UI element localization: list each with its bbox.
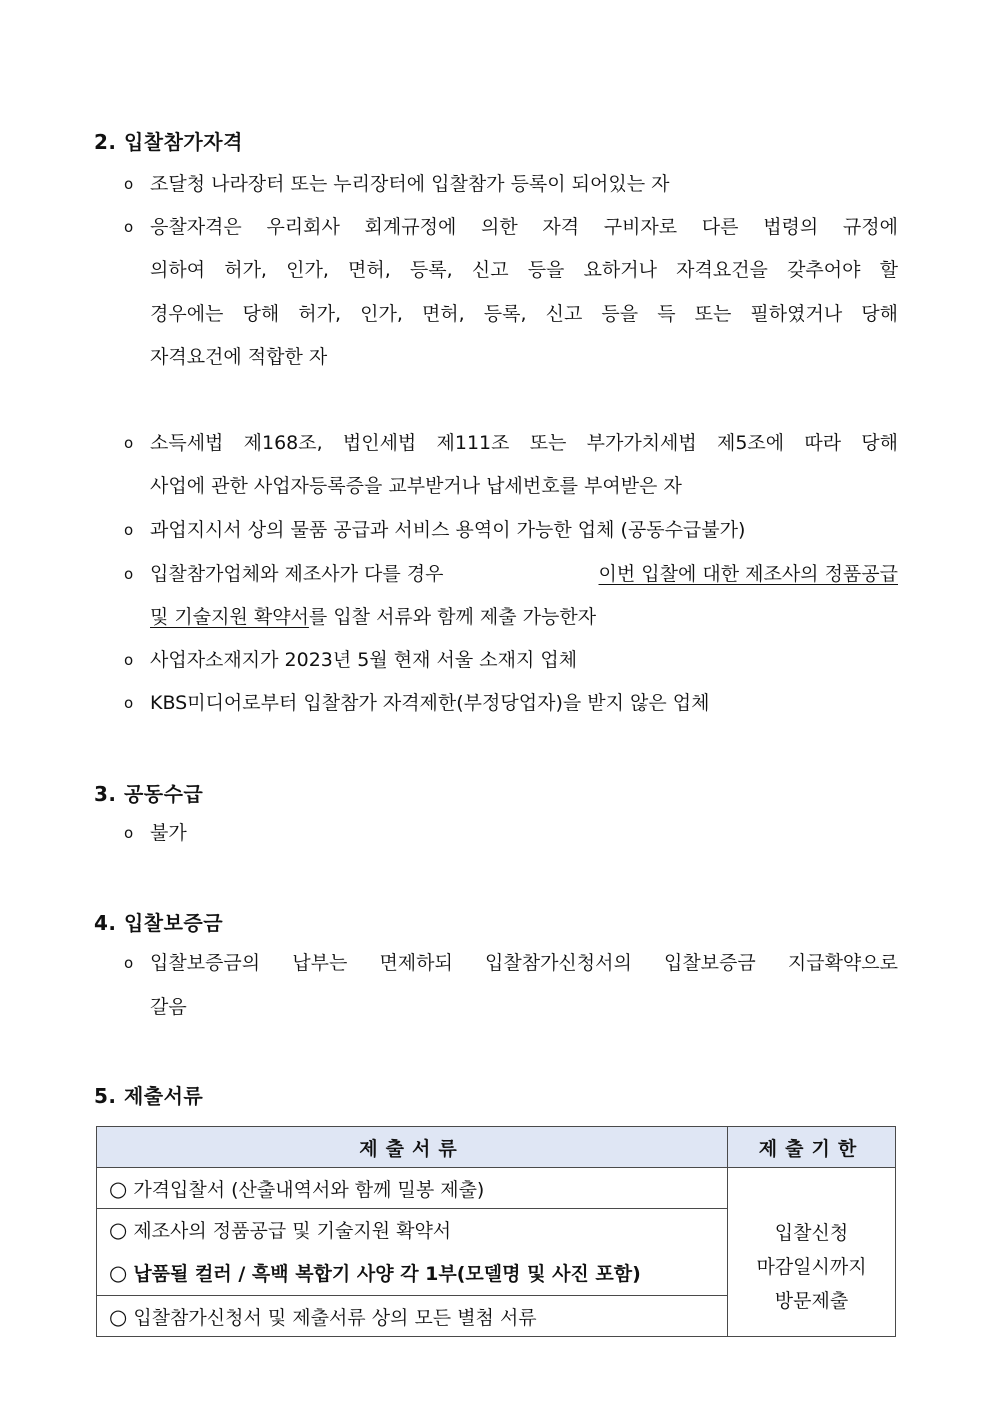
s2-bullet-2-line-3: 경우에는 당해 허가, 인가, 면허, 등록, 신고 등을 득 또는 필하였거나 당해 [150, 303, 898, 325]
document-label: 제조사의 정품공급 및 기술지원 확약서 [133, 1220, 452, 1242]
document-item [97, 1296, 728, 1337]
s2-bullet-7: KBS미디어로부터 입찰참가 자격제한(부정당업자)을 받지 않은 업체 [150, 692, 710, 714]
bullet-icon: o [124, 694, 134, 712]
s2-bullet-5-underlined: 및 기술지원 확약서 [150, 606, 309, 628]
bullet-icon: o [124, 824, 134, 842]
deadline-cell [728, 1168, 896, 1337]
s3-bullet-1: 불가 [150, 822, 187, 844]
s2-bullet-5-line-2 [150, 603, 596, 631]
table-row [97, 1168, 896, 1209]
bullet-icon: o [124, 434, 134, 452]
s2-bullet-5-text: 입찰참가업체와 제조사가 다를 경우 [150, 563, 444, 585]
s4-bullet-1-line-1: 입찰보증금의 납부는 면제하되 입찰참가신청서의 입찰보증금 지급확약으로 [150, 952, 898, 974]
bullet-icon: o [124, 218, 134, 236]
s2-bullet-2-line-1: 응찰자격은 우리회사 회계규정에 의한 자격 구비자로 다른 법령의 규정에 [150, 216, 898, 238]
deadline-line: 입찰신청 [774, 1222, 849, 1244]
s2-bullet-6: 사업자소재지가 2023년 5월 현재 서울 소재지 업체 [150, 649, 578, 671]
circle-icon: ○ [109, 1304, 128, 1329]
section-2-heading: 2. 입찰참가자격 [94, 130, 243, 154]
circle-icon: ○ [109, 1261, 128, 1285]
document-item [97, 1209, 728, 1296]
s2-bullet-2-line-4: 자격요건에 적합한 자 [150, 346, 328, 368]
s4-bullet-1-line-2: 갈음 [150, 996, 187, 1018]
header-documents: 제출서류 [97, 1127, 728, 1168]
deadline-line: 방문제출 [774, 1290, 849, 1312]
section-3-heading: 3. 공동수급 [94, 782, 204, 806]
s2-bullet-5-line-1 [150, 560, 898, 588]
circle-icon: ○ [109, 1218, 128, 1242]
header-deadline: 제출기한 [728, 1127, 896, 1168]
document-label: 가격입찰서 (산출내역서와 함께 밀봉 제출) [133, 1178, 485, 1201]
bullet-icon: o [124, 175, 134, 193]
table-header-row [97, 1127, 896, 1168]
deadline-line: 마감일시까지 [756, 1256, 867, 1278]
s2-bullet-4: 과업지시서 상의 물품 공급과 서비스 용역이 가능한 업체 (공동수급불가) [150, 519, 746, 541]
bullet-icon: o [124, 565, 134, 583]
s2-bullet-3-line-2: 사업에 관한 사업자등록증을 교부받거나 납세번호를 부여받은 자 [150, 475, 682, 497]
document-label: 입찰참가신청서 및 제출서류 상의 모든 별첨 서류 [133, 1306, 537, 1329]
bullet-icon: o [124, 954, 134, 972]
document-item [97, 1168, 728, 1209]
s2-bullet-2-line-2: 의하여 허가, 인가, 면허, 등록, 신고 등을 요하거나 자격요건을 갖추어야 할 [150, 259, 898, 281]
section-5-heading: 5. 제출서류 [94, 1084, 204, 1108]
bullet-icon: o [124, 651, 134, 669]
s2-bullet-3-line-1: 소득세법 제168조, 법인세법 제111조 또는 부가가치세법 제5조에 따라 당해 [150, 432, 898, 454]
circle-icon: ○ [109, 1176, 128, 1201]
s2-bullet-5-underlined: 이번 입찰에 대한 제조사의 정품공급 [598, 563, 898, 585]
s2-bullet-1: 조달청 나라장터 또는 누리장터에 입찰참가 등록이 되어있는 자 [150, 173, 670, 195]
bullet-icon: o [124, 521, 134, 539]
s2-bullet-5-text: 를 입찰 서류와 함께 제출 가능한자 [308, 606, 597, 628]
submission-documents-table [96, 1126, 896, 1337]
document-label: 납품될 컬러 / 흑백 복합기 사양 각 1부(모델명 및 사진 포함) [133, 1263, 641, 1285]
section-4-heading: 4. 입찰보증금 [94, 911, 224, 935]
